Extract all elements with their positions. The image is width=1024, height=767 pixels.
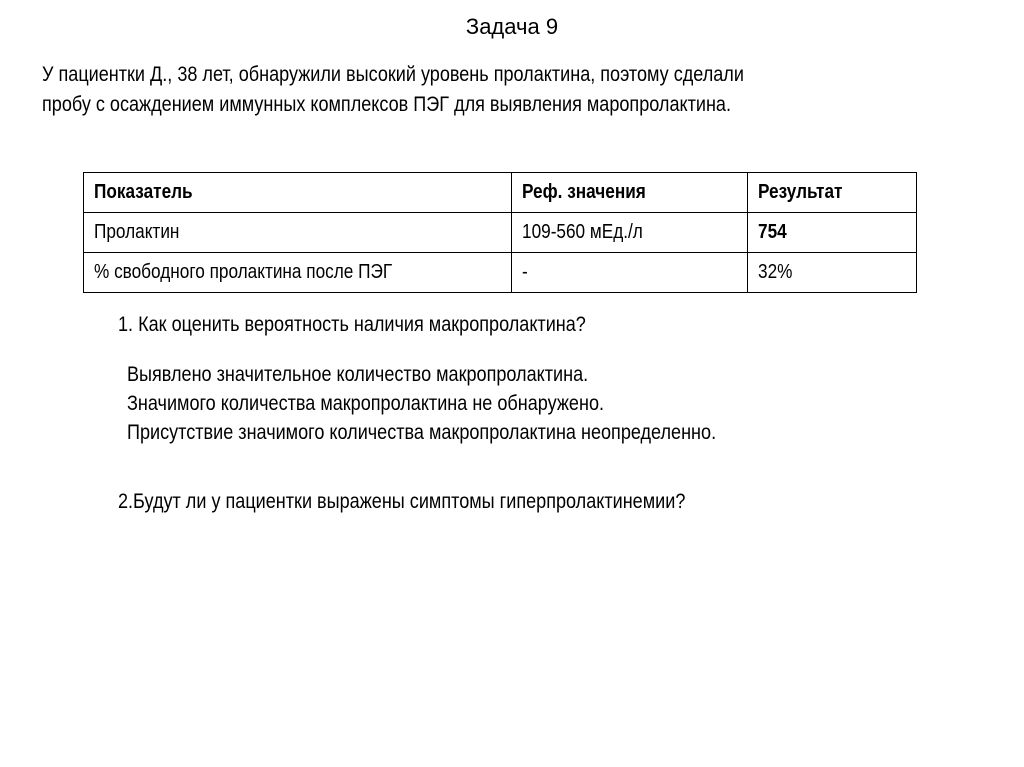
results-table xyxy=(83,172,917,293)
header-cell: Результат xyxy=(758,181,843,203)
table-cell: 754 xyxy=(758,221,787,243)
answer-option: Присутствие значимого количества макропролактина неопределенно. xyxy=(127,421,717,444)
answer-option: Значимого количества макропролактина не обнаружено. xyxy=(127,392,605,415)
intro-line: пробу с осаждением иммунных комплексов ПЭГ для выявления маропролактина. xyxy=(42,93,731,116)
table-cell: 32% xyxy=(758,261,793,283)
slide-title: Задача 9 xyxy=(465,14,559,39)
header-cell: Реф. значения xyxy=(522,181,646,203)
question-2: 2.Будут ли у пациентки выражены симптомы гиперпролактинемии? xyxy=(118,490,686,513)
question-1: 1. Как оценить вероятность наличия макропролактина? xyxy=(118,313,586,336)
table-row xyxy=(84,213,917,253)
table-header-row xyxy=(84,173,917,213)
answer-option: Выявлено значительное количество макропролактина. xyxy=(127,363,589,386)
intro-line: У пациентки Д., 38 лет, обнаружили высокий уровень пролактина, поэтому сделали xyxy=(42,63,744,86)
table-row xyxy=(84,253,917,293)
table-cell: 109-560 мЕд./л xyxy=(522,221,643,243)
table-cell: Пролактин xyxy=(94,221,180,243)
header-cell: Показатель xyxy=(94,181,193,203)
table-cell: % свободного пролактина после ПЭГ xyxy=(94,261,393,283)
table-cell: - xyxy=(522,261,528,283)
